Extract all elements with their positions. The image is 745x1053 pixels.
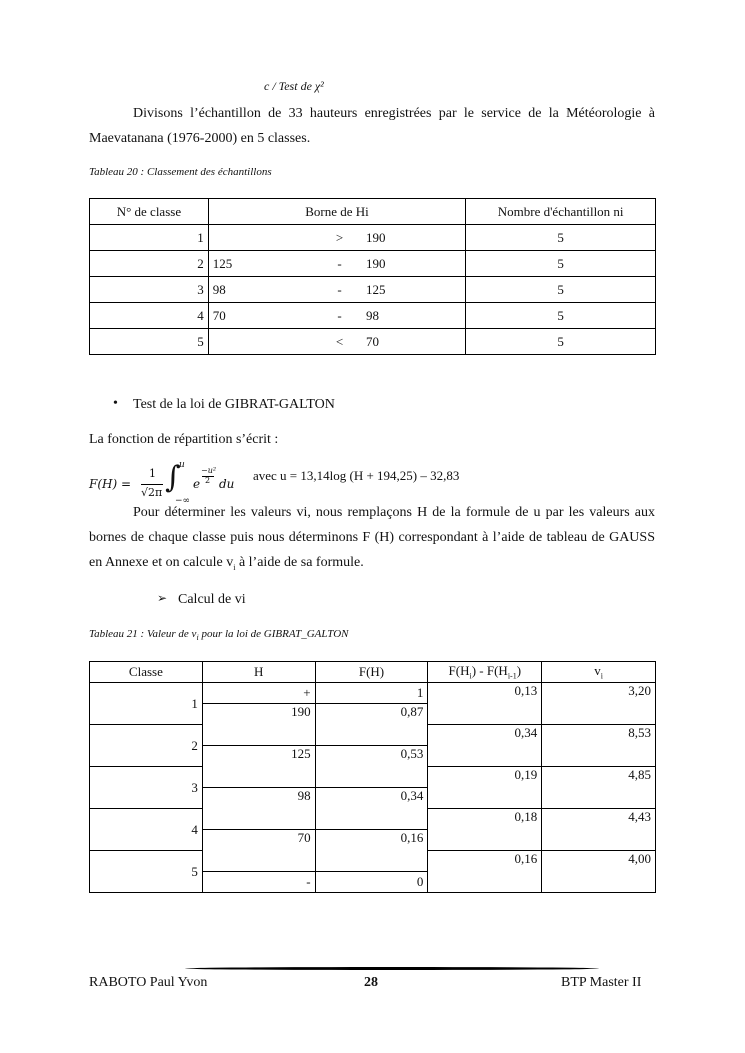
cell-high: 98 — [362, 303, 466, 329]
cell-op: - — [317, 251, 362, 277]
table20 — [89, 198, 656, 355]
formula-exp-num: −u² — [201, 466, 217, 475]
table21-caption-b: pour la loi de GIBRAT_GALTON — [198, 628, 349, 640]
table-row — [90, 683, 656, 704]
paragraph-2-sub: i — [233, 562, 236, 572]
vi-sub: i — [600, 671, 603, 681]
bullet-dot-icon: • — [113, 396, 118, 411]
cell-n: 5 — [90, 329, 209, 355]
fonction-text: La fonction de répartition s’écrit : — [89, 432, 279, 447]
paragraph-2-text: Pour déterminer les valeurs vi, nous remplaçons H de la formule de u par les valeurs aux bornes de chaque classe puis nous déterminons F (H) correspondant à l’aide de tableau de GAUSS en Annexe et on calcule v — [89, 505, 655, 570]
cell-fh: 0,16 — [315, 830, 428, 872]
diff-sub1: i — [469, 671, 472, 681]
cell-low: 98 — [208, 277, 317, 303]
cell-op: - — [317, 277, 362, 303]
formula-num: 1 — [149, 467, 156, 480]
cell-fh: 0,34 — [315, 788, 428, 830]
cell-classe: 5 — [90, 851, 203, 893]
cell-classe: 1 — [90, 683, 203, 725]
table-row — [90, 251, 656, 277]
cell-low: 125 — [208, 251, 317, 277]
paragraph-2-end: à l’aide de sa formule. — [235, 555, 364, 570]
table-row — [90, 225, 656, 251]
footer-author: RABOTO Paul Yvon — [89, 975, 208, 990]
table21 — [89, 661, 656, 893]
cell-vi: 8,53 — [542, 725, 656, 767]
col-header-classe: N° de classe — [90, 199, 209, 225]
formula-lower: −∞ — [175, 496, 191, 506]
table-row — [90, 303, 656, 329]
cell-low — [208, 225, 317, 251]
cell-diff: 0,19 — [428, 767, 542, 809]
cell-vi: 4,43 — [542, 809, 656, 851]
cell-diff: 0,18 — [428, 809, 542, 851]
cell-fh: 1 — [315, 683, 428, 704]
table21-caption — [89, 628, 349, 642]
diff-sub2: i-1 — [507, 671, 517, 681]
cell-vi: 4,85 — [542, 767, 656, 809]
formula-avec: avec u = 13,14log (H + 194,25) – 32,83 — [253, 468, 460, 483]
cell-fh: 0 — [315, 872, 428, 893]
col-header-classe: Classe — [90, 662, 203, 683]
cell-low: 70 — [208, 303, 317, 329]
cell-ni: 5 — [466, 251, 656, 277]
cell-h: + — [202, 683, 315, 704]
cell-fh: 0,87 — [315, 704, 428, 746]
col-header-vi — [542, 662, 656, 683]
arrow-bullet-icon: ➢ — [157, 591, 168, 605]
diff-b: ) - F(H — [471, 663, 508, 679]
cell-high: 190 — [362, 225, 466, 251]
cell-diff: 0,34 — [428, 725, 542, 767]
bullet-text: Test de la loi de GIBRAT-GALTON — [133, 397, 335, 412]
cell-op: > — [317, 225, 362, 251]
formula-lhs: F(H) = — [89, 477, 132, 491]
fraction-bar — [141, 484, 163, 485]
cell-low — [208, 329, 317, 355]
section-heading: c / Test de χ² — [264, 79, 324, 93]
cell-n: 1 — [90, 225, 209, 251]
cell-high: 125 — [362, 277, 466, 303]
cell-op: < — [317, 329, 362, 355]
col-header-h: H — [202, 662, 315, 683]
cell-high: 190 — [362, 251, 466, 277]
formula-du: du — [219, 477, 235, 491]
col-header-nombre: Nombre d'échantillon ni — [466, 199, 656, 225]
footer-page-number: 28 — [364, 975, 378, 990]
cell-h: 125 — [202, 746, 315, 788]
vi-v: v — [594, 663, 601, 679]
table-row — [90, 277, 656, 303]
cell-diff: 0,13 — [428, 683, 542, 725]
cell-h: 190 — [202, 704, 315, 746]
footer-program: BTP Master II — [561, 975, 642, 990]
table-row — [90, 329, 656, 355]
paragraph-2 — [89, 500, 655, 580]
cell-h: - — [202, 872, 315, 893]
table21-caption-a: Tableau 21 : Valeur de v — [89, 628, 197, 640]
table-header-row — [90, 662, 656, 683]
cell-h: 98 — [202, 788, 315, 830]
cell-h: 70 — [202, 830, 315, 872]
diff-c: ) — [516, 663, 522, 679]
cell-ni: 5 — [466, 329, 656, 355]
formula-exp-den: 2 — [205, 476, 211, 485]
cell-classe: 3 — [90, 767, 203, 809]
diff-a: F(H — [448, 663, 470, 679]
col-header-borne: Borne de Hi — [208, 199, 466, 225]
col-header-fh: F(H) — [315, 662, 428, 683]
cell-n: 2 — [90, 251, 209, 277]
calcul-item: Calcul de vi — [178, 592, 246, 607]
cell-high: 70 — [362, 329, 466, 355]
cell-vi: 4,00 — [542, 851, 656, 893]
formula-base: e — [193, 477, 201, 491]
footer-rule — [185, 967, 599, 970]
cell-fh: 0,53 — [315, 746, 428, 788]
col-header-diff — [428, 662, 542, 683]
cell-diff: 0,16 — [428, 851, 542, 893]
integral-sign-icon: ∫ — [165, 460, 181, 495]
table-header-row — [90, 199, 656, 225]
table20-caption: Tableau 20 : Classement des échantillons — [89, 166, 272, 178]
cell-classe: 2 — [90, 725, 203, 767]
formula-den: √2π — [141, 486, 163, 499]
cell-classe: 4 — [90, 809, 203, 851]
cell-n: 3 — [90, 277, 209, 303]
intro-paragraph: Divisons l’échantillon de 33 hauteurs enregistrées par le service de la Météorologie à Maevatanana (1976-2000) en 5 classes. — [89, 106, 655, 146]
cell-op: - — [317, 303, 362, 329]
cell-ni: 5 — [466, 303, 656, 329]
cell-n: 4 — [90, 303, 209, 329]
formula-upper: u — [179, 460, 185, 470]
cell-ni: 5 — [466, 225, 656, 251]
cell-vi: 3,20 — [542, 683, 656, 725]
cell-ni: 5 — [466, 277, 656, 303]
table21-caption-sub: i — [196, 633, 199, 643]
